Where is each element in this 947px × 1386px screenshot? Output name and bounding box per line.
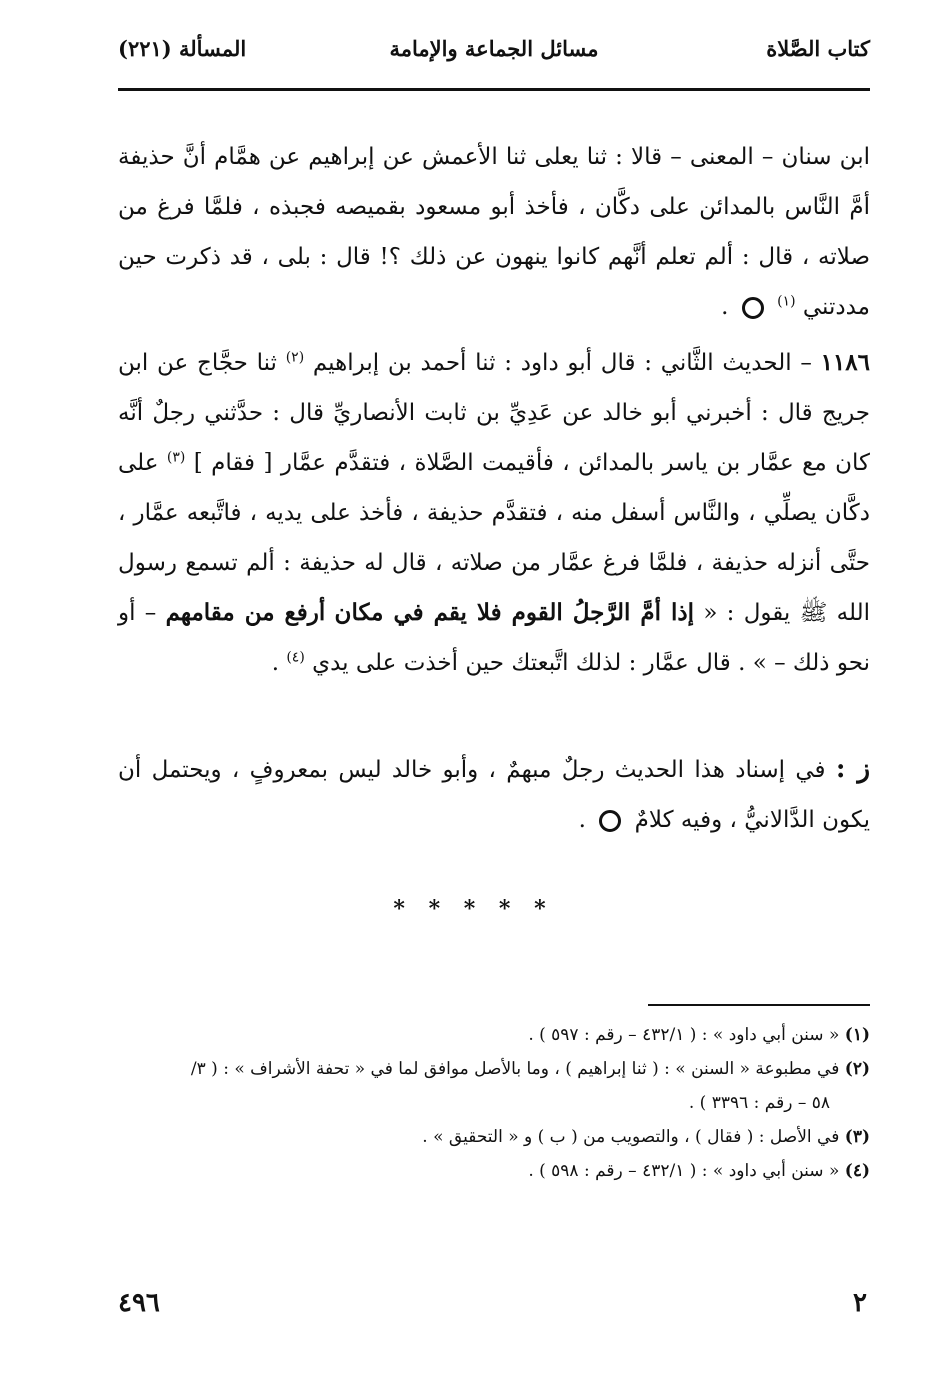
note-mark: ز : <box>835 754 871 784</box>
header-rule <box>118 88 870 91</box>
footnote-4 <box>118 1154 870 1188</box>
footnote-number: (١) <box>844 1025 870 1045</box>
footnote-rule <box>648 1004 870 1006</box>
end-circle-icon <box>742 297 764 319</box>
para2-line-2: ثنا <box>256 350 277 376</box>
footnote-ref-2: (٢) <box>285 349 305 366</box>
para3-end: . <box>578 807 586 833</box>
chapter-title: مسائل الجماعة والإمامة <box>389 36 599 61</box>
footnote-number: (٣) <box>844 1127 870 1147</box>
footnote-ref-4: (٤) <box>286 649 305 666</box>
para2-line-6: على دكَّان يصلِّي ، والنَّاس أسفل منه ، فتقدَّم حذيفة ، فأخذ <box>118 450 870 526</box>
footnotes <box>118 1018 870 1188</box>
footnote-text-continued: ٥٨ – رقم : ٣٣٩٦ ) . <box>688 1093 830 1113</box>
footnote-ref-1: (١) <box>777 293 796 310</box>
footnote-2 <box>118 1052 870 1120</box>
footnote-ref-3: (٣) <box>166 449 186 466</box>
hadith-text-1: إذا أمَّ الرَّجلُ القوم فلا يقم في مكان <box>334 599 695 626</box>
paragraph-1 <box>118 132 870 332</box>
footnote-text: في مطبوعة « السنن » : ( ثنا إبراهيم ) ، وما بالأصل موافق لما في « تحفة الأشراف » : ( ٣/ <box>190 1059 840 1079</box>
para1-end: . <box>721 294 729 320</box>
paragraph-3 <box>118 744 870 845</box>
para2-line-7: على يديه ، فاتَّبعه عمَّار ، حتَّى أنزله حذيفة ، فلمَّا فرغ عمَّار من صلاته ، قال له <box>118 500 870 576</box>
para2-line-5: عمَّار [ فقام ] <box>193 450 326 476</box>
page-number: ٤٩٦ <box>118 1288 160 1318</box>
para2-line-4: قال : حدَّثني رجلٌ أنَّه كان مع عمَّار بن ياسر بالمدائن ، فأقيمت الصَّلاة ، فتقدَّم <box>118 400 870 476</box>
hadith-text-2: أرفع من مقامهم <box>165 599 326 626</box>
volume-number: ٢ <box>853 1288 867 1318</box>
para2-line-3: حجَّاج عن ابن جريج قال : أخبرني أبو خالد عن عَدِيِّ بن ثابت الأنصاريِّ <box>118 350 871 426</box>
para2-line-12: على يدي <box>312 650 397 676</box>
footnote-1 <box>118 1018 870 1052</box>
end-circle-icon <box>599 810 621 832</box>
para1-line-2: أمَّ النَّاس بالمدائن على دكَّان ، فأخذ أبو مسعود بقميصه فجبذه ، فلمَّا فرغ من <box>118 194 870 220</box>
running-header <box>118 36 870 76</box>
book-title: كتاب الصَّلاة <box>766 36 870 61</box>
para1-line-3: صلاته ، قال : ألم تعلم أنَّهم كانوا ينهون عن ذلك ؟! قال : بلى ، قد ذكرت <box>165 244 871 270</box>
para2-line-8: حذيفة : ألم تسمع رسول الله ﷺ يقول : « <box>118 550 871 626</box>
para1-line-4: حين مددتني <box>118 244 870 320</box>
paragraph-2 <box>118 338 870 688</box>
footnote-text: « سنن أبي داود » : ( ٤٣٢/١ – رقم : ٥٩٨ ) . <box>528 1161 840 1181</box>
section-separator: * * * * * <box>393 896 554 922</box>
para2-line-1: – الحديث الثَّاني : قال أبو داود : ثنا أحمد بن إبراهيم <box>312 350 812 376</box>
footnote-number: (٢) <box>844 1059 870 1079</box>
footnote-3 <box>118 1120 870 1154</box>
footnote-number: (٤) <box>844 1161 870 1181</box>
para2-line-11: – أو نحو ذلك – » . قال عمَّار : لذلك اتَّبعتك حين أخذت <box>118 600 870 676</box>
para3-line-2: ويحتمل أن يكون الدَّالانيُّ ، وفيه كلامٌ <box>118 757 870 833</box>
footnote-text: « سنن أبي داود » : ( ٤٣٢/١ – رقم : ٥٩٧ ) . <box>528 1025 840 1045</box>
para1-line-1: ابن سنان – المعنى – قالا : ثنا يعلى ثنا الأعمش عن إبراهيم عن همَّام أنَّ حذيفة <box>118 144 870 170</box>
footnote-text: في الأصل : ( فقال ) ، والتصويب من ( ب ) و « التحقيق » . <box>422 1127 840 1147</box>
issue-number: المسألة (٢٢١) <box>118 36 247 61</box>
para3-line-1: في إسناد هذا الحديث رجلٌ مبهمٌ ، وأبو خالد ليس بمعروفٍ ، <box>231 757 826 783</box>
hadith-number: ١١٨٦ <box>820 349 870 376</box>
para2-end: . <box>271 650 279 676</box>
